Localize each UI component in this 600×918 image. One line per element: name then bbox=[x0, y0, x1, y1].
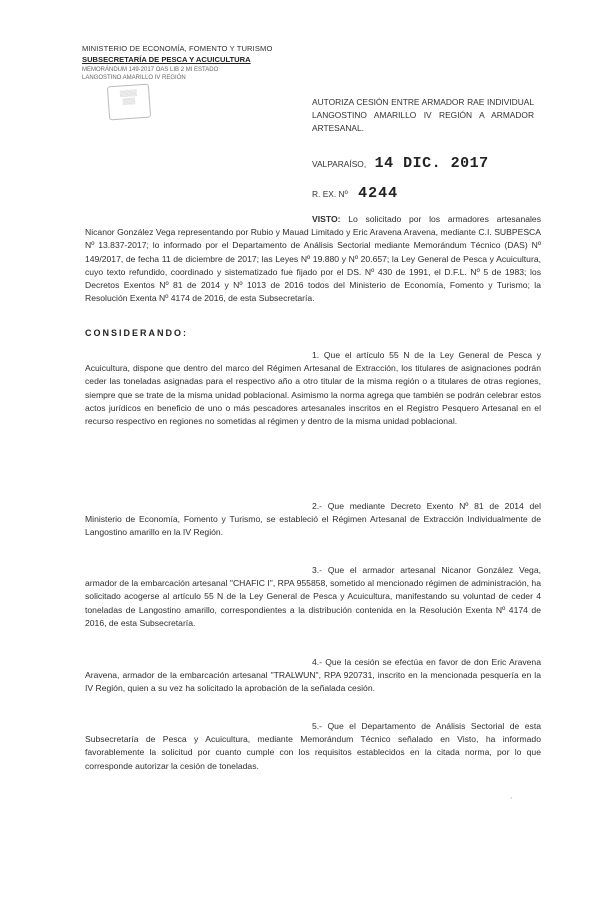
memo-line-2: LANGOSTINO AMARILLO IV REGIÓN bbox=[82, 74, 186, 81]
visto-text: Lo solicitado por los armadores artesanales Nicanor González Vega representando por Rubio y Mauad Limitado y Eric Aravena Aravena, mediante C.I. SUBPESCA Nº 13.837-2017; lo informado por el Departamento de Análisis Sectorial mediante Memorándum Técnico (DAS) Nº 149/2017, de fecha 11 de diciembre de 2017; las Leyes Nº 19.880 y Nº 20.657; la Ley General de Pesca y Acuicultura, cuyo texto refundido, coordinado y sistematizado fue fijado por el DS. Nº 430 de 1991, el D.F.L. Nº 5 de 1983; los Decretos Exentos Nº 81 de 2014 y Nº 1013 de 2016 todos del Ministerio de Economía, Fomento y Turismo; la Resolución Exenta Nº 4174 de 2016, de esta Subsecretaría. bbox=[85, 214, 541, 304]
subsecretaria-name: SUBSECRETARÍA DE PESCA Y ACUICULTURA bbox=[82, 55, 251, 64]
received-stamp: ▒▒▒▒ ▒▒▒ bbox=[107, 84, 151, 121]
memo-line-1: MEMORÁNDUM 149-2017 OAS LIB 2 MI ESTADO bbox=[82, 67, 219, 73]
date-stamp: 14 DIC. 2017 bbox=[374, 155, 489, 172]
resolution-number-label: R. EX. Nº bbox=[312, 189, 348, 199]
considerando-item: 3.- Que el armador artesanal Nicanor González Vega, armador de la embarcación artesanal "CHAFIC I", RPA 955858, sometido al mencionado régimen de administración, ha solicitado acogerse al artículo 55 N de la Ley General de Pesca y Acuicultura, manifestando su voluntad de ceder 4 toneladas de Langostino amarillo, correspondientes a la distribución contenida en la Resolución Exenta Nº 4174 de 2016, de esta Subsecretaría. bbox=[85, 565, 541, 628]
resolution-subject: AUTORIZA CESIÓN ENTRE ARMADOR RAE INDIVIDUAL LANGOSTINO AMARILLO IV REGIÓN A ARMADOR ARTESANAL. bbox=[312, 97, 534, 133]
page-mark: , bbox=[510, 791, 513, 800]
ministry-name: MINISTERIO DE ECONOMÍA, FOMENTO Y TURISMO bbox=[82, 44, 273, 53]
considerando-item: 1. Que el artículo 55 N de la Ley General de Pesca y Acuicultura, dispone que dentro del marco del Régimen Artesanal de Extracción, los titulares de asignaciones podrán ceder las toneladas asignadas para el respectivo año a otro titular de la misma región o a titulares de otras regiones, siempre que se trate de la misma unidad poblacional. Asimismo la norma agrega que también se podrán celebrar estos actos jurídicos en beneficio de uno o más pescadores artesanales inscritos en el Registro Pesquero Artesanal en el recurso respectivo en regiones no sometidas al régimen y dentro de la misma unidad poblacional. bbox=[85, 350, 541, 427]
visto-label: VISTO: bbox=[312, 214, 341, 224]
letterhead bbox=[82, 44, 282, 82]
place-date bbox=[312, 154, 542, 172]
considerando-item: 2.- Que mediante Decreto Exento Nº 81 de 2014 del Ministerio de Economía, Fomento y Turismo, se estableció el Régimen Artesanal de Extracción Individualmente de Langostino amarillo en la IV Región. bbox=[85, 501, 541, 538]
visto-paragraph bbox=[85, 213, 541, 305]
place: VALPARAÍSO, bbox=[312, 159, 367, 169]
memo-reference bbox=[82, 67, 282, 82]
considerando-item: 5.- Que el Departamento de Análisis Sectorial de esta Subsecretaría de Pesca y Acuicultura, mediante Memorándum Técnico señalado en Visto, ha informado favorablemente la solicitud por cuanto cumple con los requisitos establecidos en la citada norma, por lo que corresponde autorizar la cesión de toneladas. bbox=[85, 721, 541, 771]
considerando-heading: CONSIDERANDO: bbox=[85, 328, 189, 338]
resolution-number bbox=[312, 184, 542, 202]
considerando-item: 4.- Que la cesión se efectúa en favor de don Eric Aravena Aravena, armador de la embarcación artesanal "TRALWUN", RPA 920731, inscrito en la mencionada pesquería en la IV Región, quien a su vez ha solicitado la aprobación de la señalada cesión. bbox=[85, 657, 541, 694]
resolution-number-value: 4244 bbox=[358, 185, 399, 202]
